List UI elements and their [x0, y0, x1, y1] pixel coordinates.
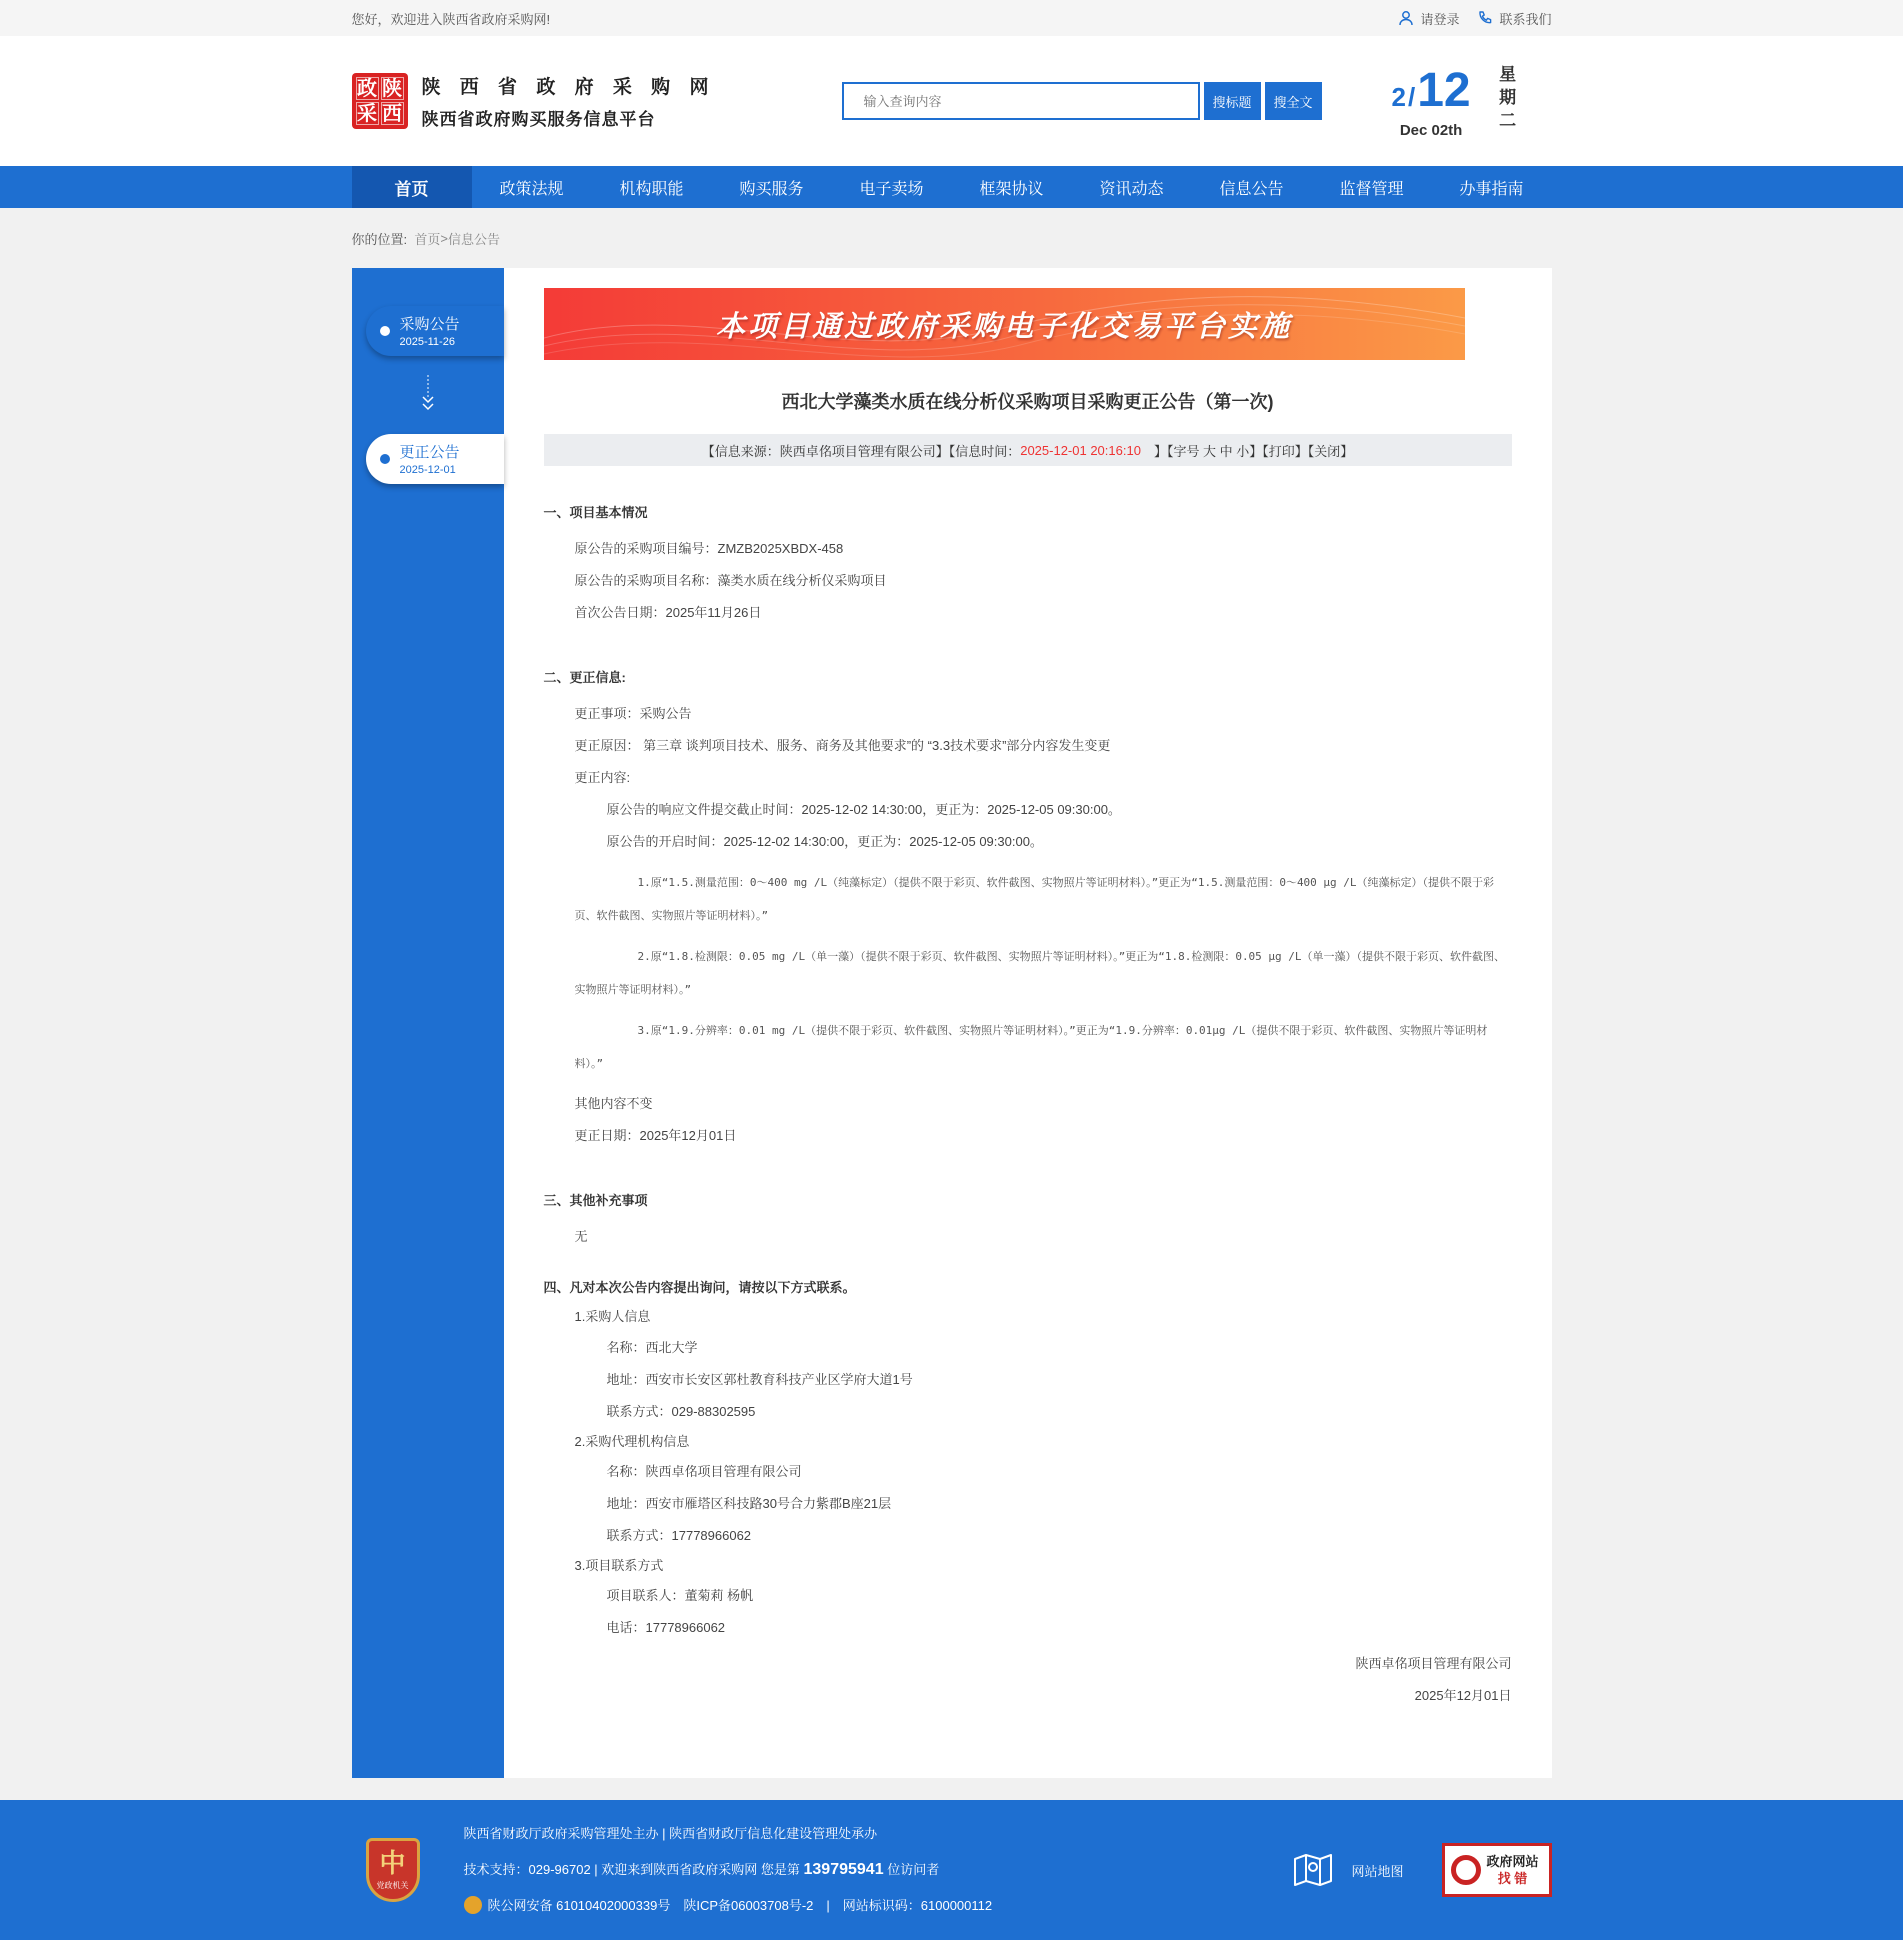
footer-support-pre: 技术支持：029-96702 | 欢迎来到陕西省政府采购网 您是第: [463, 1862, 804, 1877]
findbug-line1: 政府网站: [1486, 1854, 1539, 1869]
breadcrumb-label: 你的位置:: [351, 231, 408, 247]
modification-item: 3.原“1.9.分辨率：0.01 mg /L（提供不限于彩页、软件截图、实物照片等证明材料）。”更正为“1.9.分辨率：0.01μg /L（提供不限于彩页、软件截图、实物照片等证明材料）。”: [574, 1024, 1488, 1070]
nav-item-home[interactable]: 首页: [352, 166, 472, 208]
seal-char: 西: [382, 102, 402, 125]
map-icon[interactable]: [1293, 1853, 1333, 1887]
page-title: 西北大学藻类水质在线分析仪采购项目采购更正公告（第一次): [781, 392, 1274, 412]
nav-item-guide[interactable]: 办事指南: [1459, 180, 1524, 198]
timeline-dot: [380, 454, 390, 464]
phone-icon: [1477, 10, 1493, 26]
badge-char: 中: [379, 1847, 406, 1878]
date-month: 2: [1391, 82, 1406, 112]
search-bar: [842, 82, 1322, 120]
date-slash: /: [1408, 82, 1416, 112]
paragraph: 更正事项：采购公告: [574, 706, 692, 721]
police-badge-icon: [464, 1896, 482, 1914]
paragraph: 名称：西北大学: [606, 1340, 698, 1355]
timeline-dot: [380, 326, 390, 336]
weekday-char: 期: [1499, 88, 1517, 107]
banner-text: 本项目通过政府采购电子化交易平台实施: [715, 310, 1292, 343]
login-label: 请登录: [1420, 11, 1460, 27]
breadcrumb: [352, 208, 1552, 268]
nav-item-supervision[interactable]: 监督管理: [1339, 180, 1404, 198]
paragraph: 原公告的采购项目编号：ZMZB2025XBDX-458: [574, 541, 844, 556]
timeline-item-correction-notice[interactable]: [366, 434, 504, 484]
article-content: [504, 268, 1552, 1778]
section-heading: 一、项目基本情况: [543, 505, 648, 520]
paragraph: 项目联系人：董菊莉 杨帆: [606, 1588, 754, 1603]
platform-banner: [544, 288, 1465, 360]
weekday: [1499, 63, 1517, 132]
footer-sponsor: 陕西省财政厅政府采购管理处主办 | 陕西省财政厅信息化建设管理处承办: [463, 1826, 878, 1841]
weekday-char: 星: [1499, 65, 1517, 84]
main-panel: [352, 268, 1552, 1778]
contact-group-heading: 2.采购代理机构信息: [574, 1434, 690, 1449]
contact-link[interactable]: [1477, 9, 1551, 28]
seal-char: 政: [357, 77, 377, 100]
timeline-date: 2025-11-26: [399, 336, 455, 348]
main-nav: [0, 166, 1903, 208]
search-fulltext-button[interactable]: 搜全文: [1265, 82, 1322, 120]
timeline-sidebar: [352, 268, 504, 1778]
visitor-count: 139795941: [803, 1861, 884, 1878]
breadcrumb-current[interactable]: 信息公告: [447, 231, 500, 247]
site-logo[interactable]: [352, 72, 842, 130]
paragraph: 地址：西安市雁塔区科技路30号合力紫郡B座21层: [606, 1496, 892, 1511]
site-subtitle: 陕西省政府购买服务信息平台: [421, 110, 656, 129]
timeline-label: 采购公告: [399, 316, 460, 333]
paragraph: 地址：西安市长安区郭杜教育科技产业区学府大道1号: [606, 1372, 913, 1387]
paragraph: 无: [574, 1229, 588, 1244]
breadcrumb-home[interactable]: 首页: [414, 231, 441, 247]
footer-icp: [464, 1888, 1294, 1924]
signature-company: 陕西卓佲项目管理有限公司: [1355, 1656, 1512, 1671]
arrow-down-icon: [352, 356, 504, 434]
nav-item-emall[interactable]: 电子卖场: [859, 180, 924, 198]
nav-item-announcements[interactable]: 信息公告: [1219, 180, 1284, 198]
top-bar: [0, 0, 1903, 36]
paragraph: 首次公告日期：2025年11月26日: [574, 605, 762, 620]
date-display: [1392, 63, 1517, 139]
site-name: 陕 西 省 政 府 采 购 网: [421, 77, 716, 98]
seal-char: 采: [357, 102, 377, 125]
paragraph: 名称：陕西卓佲项目管理有限公司: [606, 1464, 802, 1479]
info-time: 2025-12-01 20:16:10: [1020, 442, 1141, 458]
contact-group-heading: 3.项目联系方式: [574, 1558, 664, 1573]
paragraph: 其他内容不变: [574, 1096, 653, 1111]
modification-item: 1.原“1.5.测量范围：0～400 mg /L（纯藻标定）（提供不限于彩页、软件截图、实物照片等证明材料）。”更正为“1.5.测量范围：0～400 μg /L（纯藻标定）（提供不限于彩页、软件截图、实物照片等证明材料）。”: [574, 876, 1495, 922]
timeline-date: 2025-12-01: [399, 464, 456, 476]
section-heading: 二、更正信息:: [543, 670, 626, 685]
paragraph: 更正日期：2025年12月01日: [574, 1128, 737, 1143]
footer-support: [464, 1852, 1294, 1888]
party-government-badge[interactable]: [366, 1838, 420, 1902]
date-english: Dec 02th: [1399, 122, 1463, 139]
findbug-line2: 找 错: [1497, 1871, 1528, 1886]
seal-char: 陕: [382, 77, 402, 100]
search-title-button[interactable]: 搜标题: [1204, 82, 1261, 120]
search-input[interactable]: [842, 82, 1200, 120]
timeline-item-purchase-notice[interactable]: [366, 306, 504, 356]
weekday-char: 二: [1499, 111, 1517, 130]
badge-label: 党政机关: [376, 1880, 409, 1890]
welcome-text: 您好，欢迎进入陕西省政府采购网!: [351, 11, 551, 27]
breadcrumb-sep: >: [440, 230, 448, 246]
paragraph: 更正内容:: [574, 770, 631, 785]
modification-item: 2.原“1.8.检测限：0.05 mg /L（单一藻）（提供不限于彩页、软件截图、实物照片等证明材料）。”更正为“1.8.检测限：0.05 μg /L（单一藻）（提供不限于彩页、软件截图、实物照片等证明材料）。”: [574, 950, 1506, 996]
user-icon: [1398, 10, 1414, 26]
paragraph: 联系方式：029-88302595: [606, 1404, 756, 1419]
contact-label: 联系我们: [1499, 11, 1552, 27]
contact-group-heading: 1.采购人信息: [574, 1309, 651, 1324]
paragraph: 原公告的采购项目名称：藻类水质在线分析仪采购项目: [574, 573, 887, 588]
footer-icp-text[interactable]: 陕公网安备 61010402000339号 陕ICP备06003708号-2 | 网站标识码：6100000112: [487, 1898, 993, 1913]
nav-item-policy[interactable]: 政策法规: [499, 180, 564, 198]
info-source: 【信息来源：陕西卓佲项目管理有限公司】【信息时间：: [701, 443, 1021, 459]
nav-item-purchase-service[interactable]: 购买服务: [739, 180, 804, 198]
paragraph: 电话：17778966062: [606, 1620, 726, 1635]
section-heading: 三、其他补充事项: [543, 1193, 648, 1208]
info-actions[interactable]: 】【字号 大 中 小】【打印】【关闭】: [1140, 443, 1354, 459]
paragraph: 原公告的开启时间：2025-12-02 14:30:00，更正为：2025-12-05 09:30:00。: [606, 834, 1043, 849]
site-header: [0, 36, 1903, 166]
report-error-button[interactable]: [1442, 1843, 1552, 1897]
nav-item-news[interactable]: 资讯动态: [1099, 180, 1164, 198]
section-heading: 四、凡对本次公告内容提出询问，请按以下方式联系。: [543, 1280, 856, 1295]
paragraph: 原公告的响应文件提交截止时间：2025-12-02 14:30:00，更正为：2025-12-05 09:30:00。: [606, 802, 1121, 817]
magnifier-icon: [1451, 1855, 1481, 1885]
sitemap-link[interactable]: 网站地图: [1351, 1863, 1404, 1879]
footer-support-post: 位访问者: [883, 1862, 940, 1877]
timeline-label: 更正公告: [399, 444, 460, 461]
article-info-bar: [544, 434, 1512, 466]
paragraph: 更正原因： 第三章 谈判项目技术、服务、商务及其他要求”的 “3.3技术要求”部分内容发生变更: [574, 738, 1111, 753]
nav-item-institution[interactable]: 机构职能: [619, 180, 684, 198]
date-day: 12: [1417, 64, 1471, 117]
paragraph: 联系方式：17778966062: [606, 1528, 752, 1543]
logo-seal: [352, 73, 408, 129]
signature-date: 2025年12月01日: [1414, 1688, 1512, 1703]
site-footer: [0, 1800, 1903, 1940]
nav-item-framework[interactable]: 框架协议: [979, 180, 1044, 198]
login-link[interactable]: [1398, 9, 1459, 28]
